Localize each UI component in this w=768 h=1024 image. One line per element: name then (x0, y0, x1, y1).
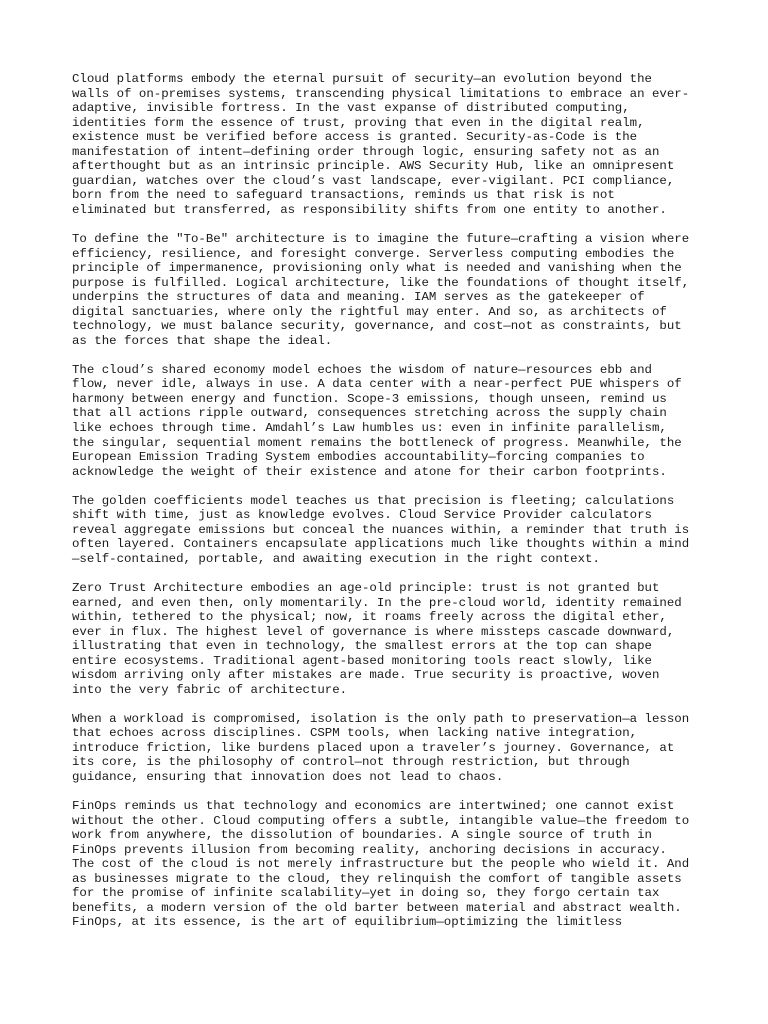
text-line: as businesses migrate to the cloud, they relinquish the comfort of tangible assets (72, 871, 682, 886)
text-line: manifestation of intent—defining order through logic, ensuring safety not as an (72, 144, 660, 159)
paragraph (72, 799, 712, 930)
text-line: underpins the structures of data and meaning. IAM serves as the gatekeeper of (72, 290, 645, 305)
text-line: FinOps prevents illusion from becoming reality, anchoring decisions in accuracy. (72, 842, 667, 857)
text-line: digital sanctuaries, where only the rightful may enter. And so, as architects of (72, 304, 667, 319)
text-line: When a workload is compromised, isolation is the only path to preservation—a lesson (72, 711, 690, 726)
paragraph (72, 72, 712, 217)
text-line: eliminated but transferred, as responsibility shifts from one entity to another. (72, 202, 667, 217)
text-line: flow, never idle, always in use. A data center with a near-perfect PUE whispers of (72, 377, 682, 392)
text-line: introduce friction, like burdens placed upon a traveler’s journey. Governance, at (72, 740, 675, 755)
text-line: reveal aggregate emissions but conceal the nuances within, a reminder that truth is (72, 522, 690, 537)
document-body (72, 72, 712, 944)
text-line: guidance, ensuring that innovation does not lead to chaos. (72, 770, 504, 785)
text-line: walls of on-premises systems, transcending physical limitations to embrace an ever- (72, 86, 690, 101)
text-line: existence must be verified before access is granted. Security-as-Code is the (72, 130, 638, 145)
text-line: without the other. Cloud computing offers a subtle, intangible value—the freedom to (72, 813, 690, 828)
text-line: purpose is fulfilled. Logical architecture, like the foundations of thought itself, (72, 275, 690, 290)
text-line: adaptive, invisible fortress. In the vast expanse of distributed computing, (72, 101, 630, 116)
text-line: the singular, sequential moment remains the bottleneck of progress. Meanwhile, the (72, 435, 682, 450)
text-line: that echoes across disciplines. CSPM tools, when lacking native integration, (72, 726, 638, 741)
text-line: ever in flux. The highest level of governance is where missteps cascade downward, (72, 624, 675, 639)
text-line: its core, is the philosophy of control—not through restriction, but through (72, 755, 630, 770)
text-line: harmony between energy and function. Scope-3 emissions, though unseen, remind us (72, 391, 667, 406)
text-line: The golden coefficients model teaches us that precision is fleeting; calculations (72, 493, 675, 508)
text-line: European Emission Trading System embodies accountability—forcing companies to (72, 450, 645, 465)
text-line: acknowledge the weight of their existence and atone for their carbon footprints. (72, 464, 667, 479)
text-line: Zero Trust Architecture embodies an age-old principle: trust is not granted but (72, 580, 660, 595)
text-line: for the promise of infinite scalability—yet in doing so, they forgo certain tax (72, 886, 660, 901)
text-line: that all actions ripple outward, consequences stretching across the supply chain (72, 406, 667, 421)
paragraph (72, 712, 712, 785)
text-line: shift with time, just as knowledge evolves. Cloud Service Provider calculators (72, 508, 652, 523)
text-line: FinOps, at its essence, is the art of equilibrium—optimizing the limitless (72, 915, 623, 930)
text-line: wisdom arriving only after mistakes are made. True security is proactive, woven (72, 668, 660, 683)
text-line: technology, we must balance security, governance, and cost—not as constraints, but (72, 319, 682, 334)
text-line: The cloud’s shared economy model echoes the wisdom of nature—resources ebb and (72, 362, 652, 377)
text-line: benefits, a modern version of the old barter between material and abstract wealth. (72, 900, 682, 915)
text-line: like echoes through time. Amdahl’s Law humbles us: even in infinite parallelism, (72, 421, 667, 436)
paragraph (72, 494, 712, 567)
text-line: Cloud platforms embody the eternal pursuit of security—an evolution beyond the (72, 72, 652, 86)
text-line: within, tethered to the physical; now, it roams freely across the digital ether, (72, 610, 667, 625)
text-line: —self-contained, portable, and awaiting execution in the right context. (72, 551, 600, 566)
text-line: into the very fabric of architecture. (72, 682, 348, 697)
text-line: The cost of the cloud is not merely infrastructure but the people who wield it. And (72, 857, 690, 872)
paragraph (72, 363, 712, 479)
text-line: afterthought but as an intrinsic principle. AWS Security Hub, like an omnipresent (72, 159, 675, 174)
text-line: efficiency, resilience, and foresight converge. Serverless computing embodies the (72, 246, 675, 261)
text-line: entire ecosystems. Traditional agent-based monitoring tools react slowly, like (72, 653, 652, 668)
text-line: identities form the essence of trust, proving that even in the digital realm, (72, 115, 645, 130)
text-line: earned, and even then, only momentarily. In the pre-cloud world, identity remained (72, 595, 682, 610)
text-line: guardian, watches over the cloud’s vast landscape, ever-vigilant. PCI compliance, (72, 173, 675, 188)
text-line: often layered. Containers encapsulate applications much like thoughts within a mind (72, 537, 690, 552)
paragraph (72, 581, 712, 697)
text-line: illustrating that even in technology, the smallest errors at the top can shape (72, 639, 652, 654)
text-line: principle of impermanence, provisioning only what is needed and vanishing when the (72, 261, 682, 276)
text-line: born from the need to safeguard transactions, reminds us that risk is not (72, 188, 615, 203)
text-line: work from anywhere, the dissolution of boundaries. A single source of truth in (72, 828, 652, 843)
text-line: FinOps reminds us that technology and economics are intertwined; one cannot exist (72, 799, 675, 814)
text-line: To define the "To-Be" architecture is to imagine the future—crafting a vision where (72, 231, 690, 246)
paragraph (72, 232, 712, 348)
text-line: as the forces that shape the ideal. (72, 333, 333, 348)
